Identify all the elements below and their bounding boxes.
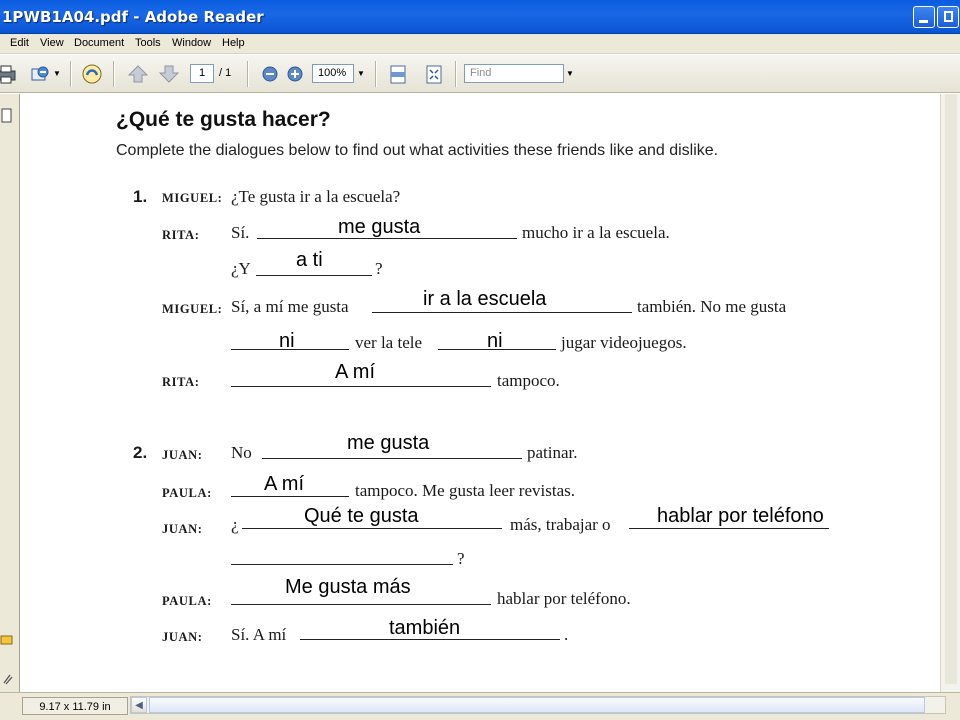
hand-tool-icon[interactable] xyxy=(80,63,104,85)
answer-field[interactable]: me gusta xyxy=(347,432,430,454)
comments-panel-icon[interactable] xyxy=(0,634,14,648)
minimize-button[interactable] xyxy=(913,6,935,28)
answer-blank xyxy=(372,312,632,313)
speaker-label: JUAN: xyxy=(162,448,203,462)
answer-field[interactable]: ni xyxy=(279,330,295,352)
horizontal-scrollbar[interactable] xyxy=(130,696,946,714)
worksheet-title: ¿Qué te gusta hacer? xyxy=(116,108,331,131)
answer-field[interactable]: ni xyxy=(487,330,503,352)
page-number-input[interactable]: 1 xyxy=(190,64,214,83)
answer-field[interactable]: Me gusta más xyxy=(285,576,411,598)
document-view[interactable] xyxy=(21,94,940,692)
speaker-label: JUAN: xyxy=(162,522,203,536)
dialogue-text: ¿Te gusta ir a la escuela? xyxy=(231,187,401,206)
find-dropdown-icon[interactable]: ▼ xyxy=(566,69,574,78)
speaker-label: MIGUEL: xyxy=(162,302,223,316)
menu-bar xyxy=(0,34,960,54)
speaker-label: RITA: xyxy=(162,228,200,242)
answer-blank xyxy=(629,528,829,529)
dialogue-text: más, trabajar o xyxy=(510,515,611,534)
dialogue-text: ¿Y xyxy=(231,259,251,278)
dialogue-text: ? xyxy=(375,259,383,278)
speaker-label: PAULA: xyxy=(162,486,212,500)
dialogue-text: tampoco. Me gusta leer revistas. xyxy=(355,481,575,500)
answer-field[interactable]: hablar por teléfono xyxy=(657,505,824,527)
fit-page-icon[interactable] xyxy=(422,63,446,85)
status-bar xyxy=(0,692,960,720)
zoom-out-icon[interactable] xyxy=(258,63,282,85)
answer-field[interactable]: Qué te gusta xyxy=(304,505,419,527)
answer-field[interactable]: me gusta xyxy=(338,216,421,238)
dialogue-text: . xyxy=(564,625,569,644)
menu-edit[interactable]: Edit xyxy=(10,37,29,49)
answer-field[interactable]: A mí xyxy=(264,473,305,495)
print-icon[interactable] xyxy=(0,63,18,85)
dialogue-text: ver la tele xyxy=(355,333,423,352)
answer-blank xyxy=(231,564,453,565)
dialogue-text: hablar por teléfono. xyxy=(497,589,631,608)
answer-blank xyxy=(231,496,349,497)
page-size-label: 9.17 x 11.79 in xyxy=(22,697,128,715)
next-page-icon[interactable] xyxy=(157,63,181,85)
worksheet-instructions: Complete the dialogues below to find out what activities these friends like and dislike. xyxy=(116,142,719,159)
maximize-icon xyxy=(944,11,953,22)
previous-page-icon[interactable] xyxy=(126,63,150,85)
email-dropdown-icon[interactable]: ▼ xyxy=(53,69,61,78)
toolbar xyxy=(0,55,960,93)
navigation-pane xyxy=(0,94,20,692)
window-title: 1PWB1A04.pdf - Adobe Reader xyxy=(2,8,264,26)
answer-field[interactable]: A mí xyxy=(335,361,376,383)
vertical-scrollbar[interactable] xyxy=(940,94,960,692)
menu-view[interactable]: View xyxy=(40,37,64,49)
answer-blank xyxy=(231,386,491,387)
speaker-label: JUAN: xyxy=(162,630,203,644)
dialogue-text: Sí. xyxy=(231,223,250,242)
dialogue-1-number: 1. xyxy=(133,187,148,206)
page-total-label: / 1 xyxy=(219,67,232,79)
dialogue-text: ¿ xyxy=(231,515,239,534)
answer-blank xyxy=(242,528,502,529)
scroll-left-icon[interactable]: ◀ xyxy=(131,697,147,713)
dialogue-text: ? xyxy=(457,549,465,568)
answer-blank xyxy=(262,458,522,459)
speaker-label: MIGUEL: xyxy=(162,191,223,205)
pages-panel-icon[interactable] xyxy=(1,108,13,124)
menu-document[interactable]: Document xyxy=(74,37,125,49)
menu-help[interactable]: Help xyxy=(222,37,245,49)
dialogue-text: tampoco. xyxy=(497,371,560,390)
dialogue-2-number: 2. xyxy=(133,443,148,462)
scroll-thumb[interactable] xyxy=(149,697,925,713)
toolbar-separator xyxy=(455,61,457,87)
find-input[interactable]: Find xyxy=(464,64,564,83)
zoom-dropdown-icon[interactable]: ▼ xyxy=(357,69,365,78)
zoom-in-icon[interactable] xyxy=(283,63,307,85)
dialogue-text: patinar. xyxy=(527,443,578,462)
dialogue-text: No xyxy=(231,443,252,462)
attachments-panel-icon[interactable] xyxy=(0,672,14,686)
answer-blank xyxy=(256,275,372,276)
vertical-scroll-track[interactable] xyxy=(945,94,957,684)
dialogue-text: jugar videojuegos. xyxy=(561,333,687,352)
dialogue-text: Sí, a mí me gusta xyxy=(231,297,349,316)
toolbar-separator xyxy=(113,61,115,87)
dialogue-text: mucho ir a la escuela. xyxy=(522,223,670,242)
menu-tools[interactable]: Tools xyxy=(135,37,161,49)
speaker-label: PAULA: xyxy=(162,594,212,608)
menu-window[interactable]: Window xyxy=(172,37,212,49)
speaker-label: RITA: xyxy=(162,375,200,389)
dialogue-text: Sí. A mí xyxy=(231,625,287,644)
answer-field[interactable]: también xyxy=(389,617,461,639)
answer-field[interactable]: a ti xyxy=(296,249,323,271)
answer-blank xyxy=(231,604,491,605)
maximize-button[interactable] xyxy=(937,6,959,28)
toolbar-separator xyxy=(375,61,377,87)
toolbar-separator xyxy=(70,61,72,87)
dialogue-text: también. No me gusta xyxy=(637,297,787,316)
toolbar-separator xyxy=(247,61,249,87)
email-icon[interactable] xyxy=(28,63,52,85)
answer-field[interactable]: ir a la escuela xyxy=(423,288,547,310)
zoom-level-input[interactable]: 100% xyxy=(312,64,354,83)
fit-width-icon[interactable] xyxy=(386,63,410,85)
minimize-icon xyxy=(919,20,928,23)
title-bar xyxy=(0,0,960,34)
